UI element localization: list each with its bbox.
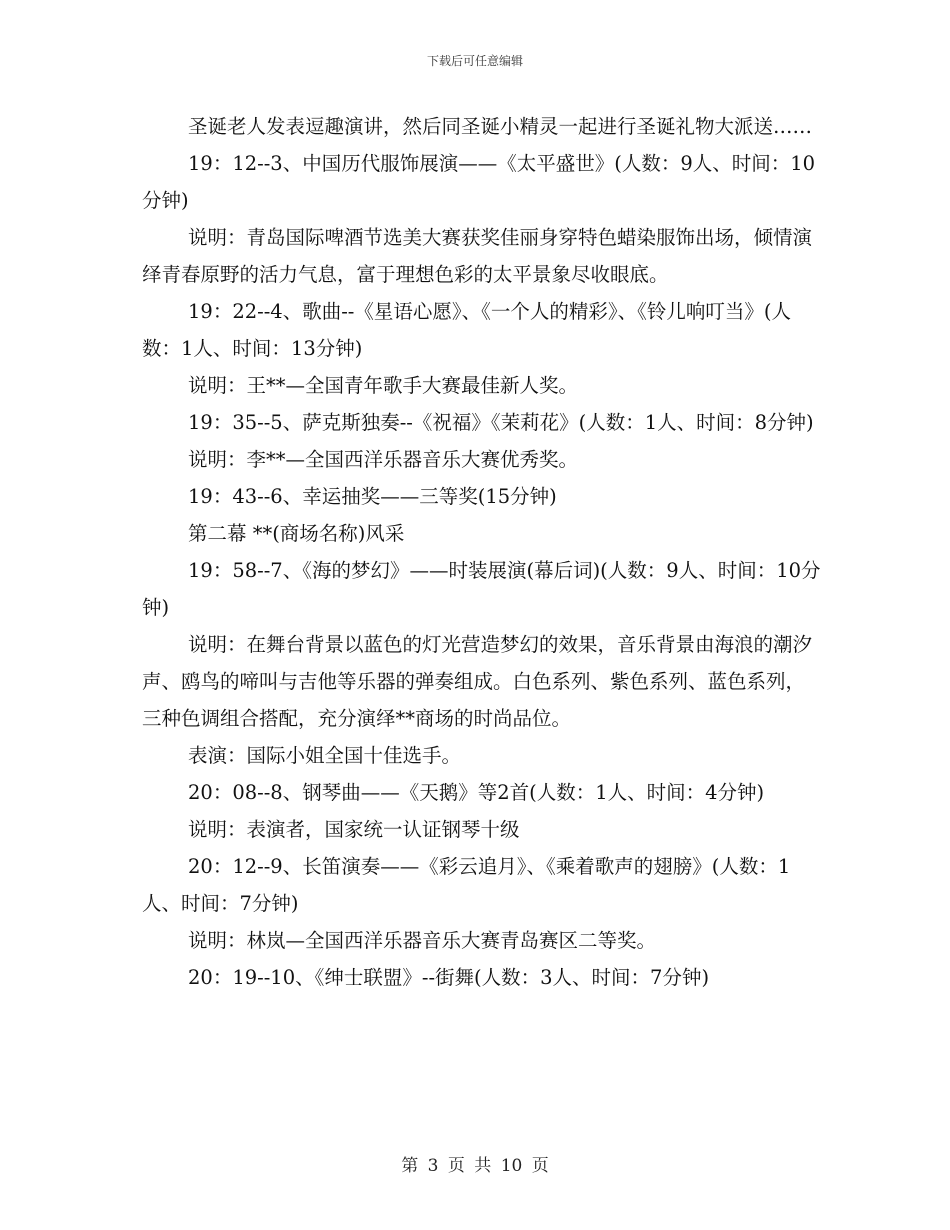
paragraph: 19：58--7、《海的梦幻》——时装展演(幕后词)(人数：9人、时间：10分钟) [142, 559, 821, 619]
paragraph: 说明：李**—全国西洋乐器音乐大赛优秀奖。 [188, 448, 579, 471]
paragraph: 19：35--5、萨克斯独奏--《祝福》《茉莉花》(人数：1人、时间：8分钟) [188, 411, 814, 434]
paragraph: 说明：林岚—全国西洋乐器音乐大赛青岛赛区二等奖。 [188, 929, 657, 952]
paragraph: 说明：王**—全国青年歌手大赛最佳新人奖。 [188, 374, 579, 397]
paragraph: 19：22--4、歌曲--《星语心愿》、《一个人的精彩》、《铃儿响叮当》(人数：1人、时间：13分钟) [142, 300, 791, 360]
paragraph: 说明：青岛国际啤酒节选美大赛获奖佳丽身穿特色蜡染服饰出场，倾情演绎青春原野的活力气息，富于理想色彩的太平景象尽收眼底。 [142, 226, 813, 286]
paragraph: 说明：在舞台背景以蓝色的灯光营造梦幻的效果，音乐背景由海浪的潮汐声、鸥鸟的啼叫与吉他等乐器的弹奏组成。白色系列、紫色系列、蓝色系列，三种色调组合搭配，充分演绎**商场的时尚品位。 [142, 633, 813, 730]
page-header: 下载后可任意编辑 [426, 54, 523, 68]
paragraph: 20：12--9、长笛演奏——《彩云追月》、《乘着歌声的翅膀》(人数：1人、时间：7分钟) [142, 855, 791, 915]
page-footer: 第 3 页 共 10 页 [401, 1156, 549, 1176]
paragraph: 圣诞老人发表逗趣演讲，然后同圣诞小精灵一起进行圣诞礼物大派送…… [188, 115, 813, 138]
section-heading: 第二幕 **(商场名称)风采 [188, 522, 405, 545]
paragraph: 表演：国际小姐全国十佳选手。 [188, 744, 462, 767]
paragraph: 20：19--10、《绅士联盟》--街舞(人数：3人、时间：7分钟) [188, 966, 710, 989]
paragraph: 19：12--3、中国历代服饰展演——《太平盛世》(人数：9人、时间：10分钟) [142, 152, 816, 212]
document-body [142, 108, 822, 996]
paragraph: 20：08--8、钢琴曲——《天鹅》等2首(人数：1人、时间：4分钟) [188, 781, 765, 804]
paragraph: 19：43--6、幸运抽奖——三等奖(15分钟) [188, 485, 557, 508]
paragraph: 说明：表演者，国家统一认证钢琴十级 [188, 818, 520, 841]
